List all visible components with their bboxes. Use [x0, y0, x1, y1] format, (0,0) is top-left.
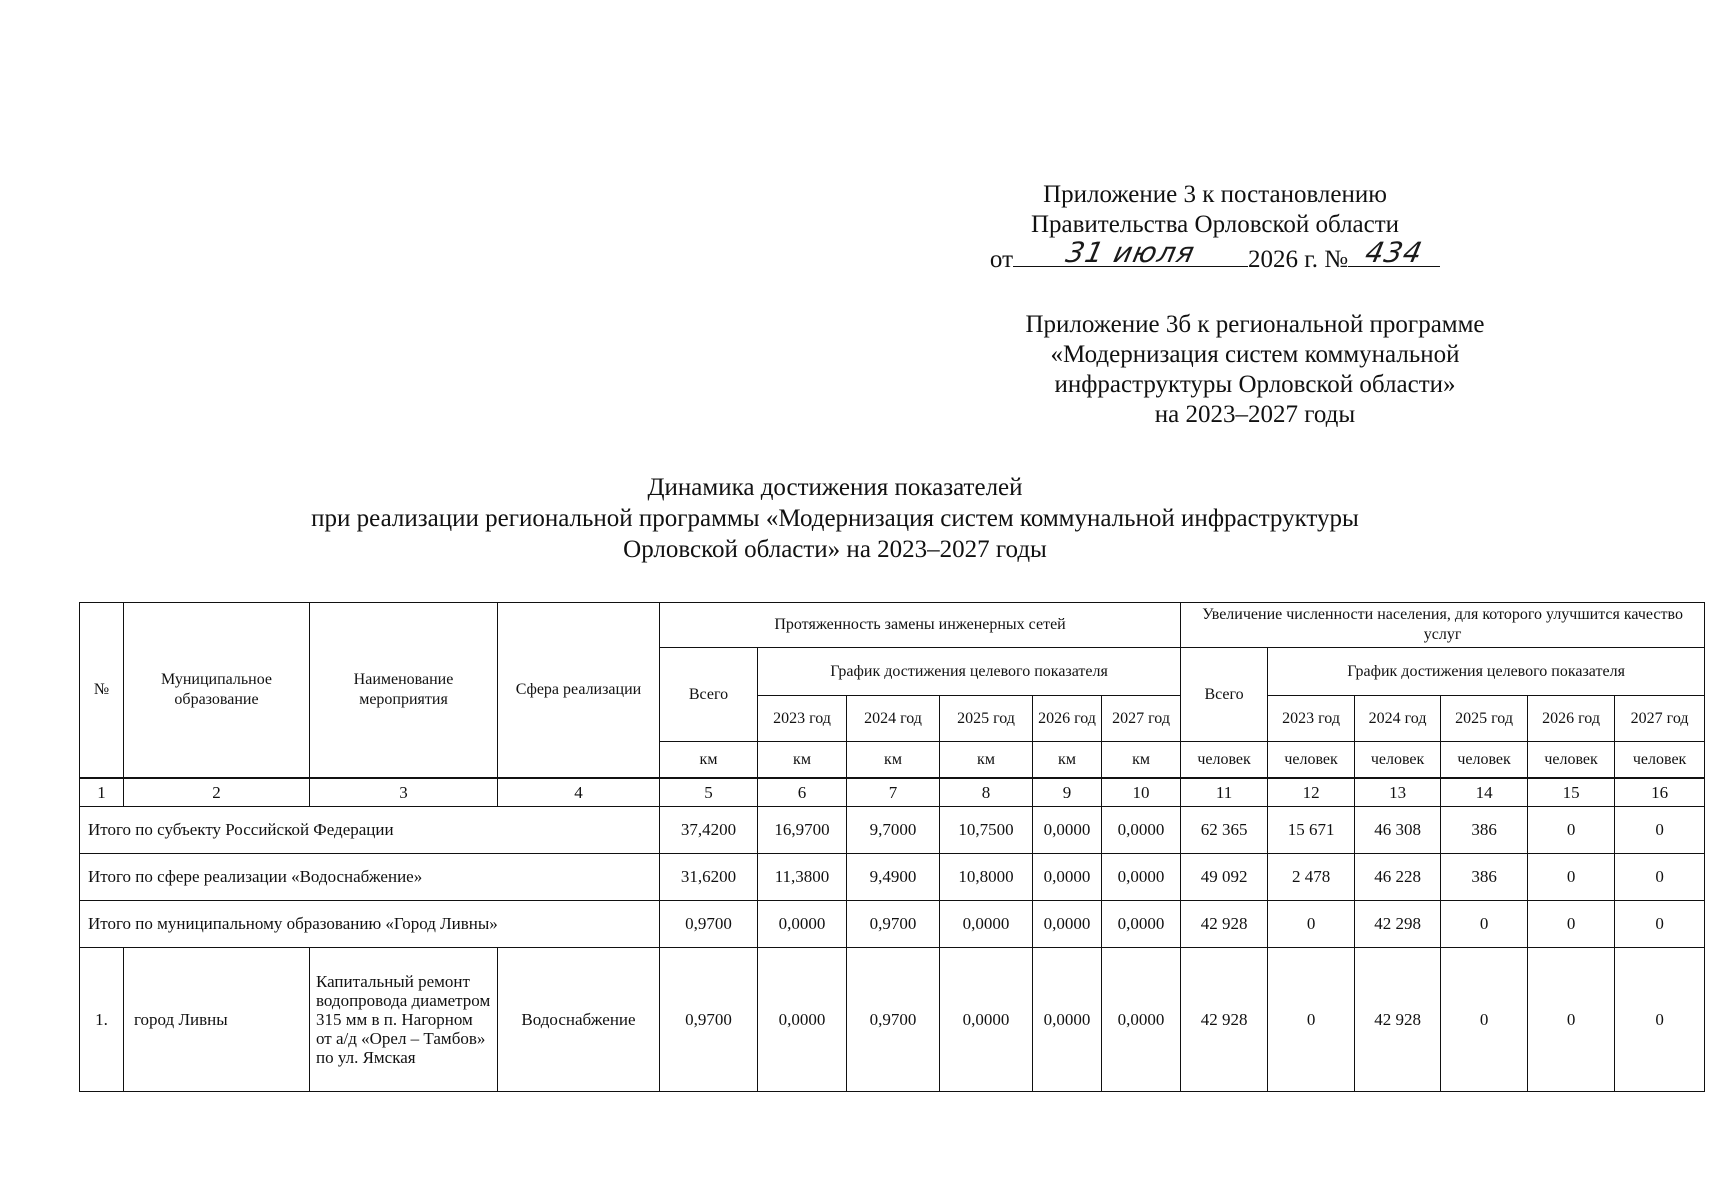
- col-number: 7: [847, 778, 940, 807]
- cell-value: 0,0000: [940, 901, 1033, 948]
- cell-value: 0,0000: [758, 901, 847, 948]
- cell-value: 42 928: [1181, 948, 1268, 1092]
- unit-km: км: [1033, 742, 1102, 779]
- cell-value: 0: [1615, 948, 1705, 1092]
- handwritten-date: 31 июля: [1063, 236, 1199, 269]
- pop-year-2023: 2023 год: [1268, 696, 1355, 742]
- col-number: 4: [498, 778, 660, 807]
- cell-value: 9,4900: [847, 854, 940, 901]
- unit-people: человек: [1181, 742, 1268, 779]
- total-row-sphere: [80, 854, 1705, 901]
- cell-value: 49 092: [1181, 854, 1268, 901]
- cell-value: 0: [1441, 948, 1528, 1092]
- cell-value: 0: [1268, 948, 1355, 1092]
- header-population-group: Увеличение численности населения, для которого улучшится качество услуг: [1181, 603, 1705, 648]
- table-row: [80, 948, 1705, 1092]
- cell-value: 0,0000: [1033, 901, 1102, 948]
- cell-value: 37,4200: [660, 807, 758, 854]
- cell-value: 0,0000: [1033, 948, 1102, 1092]
- annex-3b-line-1: Приложение 3б к региональной программе: [1025, 311, 1485, 338]
- header-length-group: Протяженность замены инженерных сетей: [660, 603, 1181, 648]
- header-population-total: Всего: [1181, 648, 1268, 742]
- annex-3b-header: [975, 310, 1535, 430]
- header-length-schedule: График достижения целевого показателя: [758, 648, 1181, 696]
- unit-km: км: [1102, 742, 1181, 779]
- unit-km: км: [660, 742, 758, 779]
- annex-3-date-line: [985, 236, 1445, 275]
- total-row-label: Итого по муниципальному образованию «Город Ливны»: [80, 901, 660, 948]
- len-year-2024: 2024 год: [847, 696, 940, 742]
- unit-km: км: [940, 742, 1033, 779]
- number-underline: [1348, 236, 1440, 269]
- date-underline: [1013, 236, 1248, 269]
- pop-year-2027: 2027 год: [1615, 696, 1705, 742]
- cell-value: 42 928: [1181, 901, 1268, 948]
- annex-3-header: [985, 180, 1445, 275]
- col-number: 15: [1528, 778, 1615, 807]
- annex-3b-line-3: инфраструктуры Орловской области»: [1054, 371, 1456, 398]
- pop-year-2026: 2026 год: [1528, 696, 1615, 742]
- cell-value: 0,9700: [847, 948, 940, 1092]
- unit-people: человек: [1441, 742, 1528, 779]
- len-year-2023: 2023 год: [758, 696, 847, 742]
- col-number: 13: [1355, 778, 1441, 807]
- cell-value: 31,6200: [660, 854, 758, 901]
- cell-value: 9,7000: [847, 807, 940, 854]
- col-number: 2: [124, 778, 310, 807]
- title-line-3: Орловской области» на 2023–2027 годы: [623, 536, 1047, 563]
- cell-value: 0,0000: [1102, 807, 1181, 854]
- cell-value: 0: [1528, 854, 1615, 901]
- annex-3-line-2: Правительства Орловской области: [1030, 211, 1400, 238]
- unit-people: человек: [1355, 742, 1441, 779]
- title-line-1: Динамика достижения показателей: [647, 474, 1023, 501]
- cell-value: 0: [1615, 901, 1705, 948]
- cell-value: 2 478: [1268, 854, 1355, 901]
- col-number: 6: [758, 778, 847, 807]
- col-number: 8: [940, 778, 1033, 807]
- col-number: 10: [1102, 778, 1181, 807]
- row-num: 1.: [80, 948, 124, 1092]
- header-activity: Наименование мероприятия: [310, 603, 498, 779]
- cell-value: 0,0000: [1102, 901, 1181, 948]
- total-row-label: Итого по субъекту Российской Федерации: [80, 807, 660, 854]
- handwritten-number: 434: [1362, 236, 1426, 269]
- unit-km: км: [758, 742, 847, 779]
- annex-3b-line-2: «Модернизация систем коммунальной: [1050, 341, 1460, 368]
- col-number: 12: [1268, 778, 1355, 807]
- header-num: №: [80, 603, 124, 779]
- unit-people: человек: [1615, 742, 1705, 779]
- col-number: 5: [660, 778, 758, 807]
- cell-value: 0,0000: [758, 948, 847, 1092]
- cell-value: 0: [1441, 901, 1528, 948]
- row-sphere: Водоснабжение: [498, 948, 660, 1092]
- title-line-2: при реализации региональной программы «Модернизация систем коммунальной инфраструктуры: [311, 505, 1359, 532]
- cell-value: 42 298: [1355, 901, 1441, 948]
- cell-value: 0,0000: [1033, 854, 1102, 901]
- cell-value: 386: [1441, 854, 1528, 901]
- pop-year-2024: 2024 год: [1355, 696, 1441, 742]
- cell-value: 62 365: [1181, 807, 1268, 854]
- cell-value: 0: [1528, 948, 1615, 1092]
- cell-value: 0,0000: [1102, 854, 1181, 901]
- col-number: 1: [80, 778, 124, 807]
- cell-value: 16,9700: [758, 807, 847, 854]
- cell-value: 10,7500: [940, 807, 1033, 854]
- year-label: 2026 г. №: [1248, 246, 1349, 273]
- document-title: [180, 472, 1490, 565]
- header-length-total: Всего: [660, 648, 758, 742]
- pop-year-2025: 2025 год: [1441, 696, 1528, 742]
- cell-value: 42 928: [1355, 948, 1441, 1092]
- cell-value: 386: [1441, 807, 1528, 854]
- cell-value: 0,0000: [1033, 807, 1102, 854]
- cell-value: 10,8000: [940, 854, 1033, 901]
- cell-value: 0: [1268, 901, 1355, 948]
- annex-3-line-1: Приложение 3 к постановлению: [1043, 181, 1387, 208]
- annex-3b-line-4: на 2023–2027 годы: [1154, 401, 1356, 428]
- col-number: 14: [1441, 778, 1528, 807]
- total-row-region: [80, 807, 1705, 854]
- cell-value: 46 228: [1355, 854, 1441, 901]
- row-activity: Капитальный ремонт водопровода диаметром 315 мм в п. Нагорном от а/д «Орел – Тамбов» по ул. Ямская: [310, 948, 498, 1092]
- unit-people: человек: [1268, 742, 1355, 779]
- cell-value: 0: [1615, 807, 1705, 854]
- header-row-1: [80, 603, 1705, 648]
- indicators-table: [79, 602, 1705, 1092]
- row-municipality: город Ливны: [124, 948, 310, 1092]
- unit-people: человек: [1528, 742, 1615, 779]
- header-population-schedule: График достижения целевого показателя: [1268, 648, 1705, 696]
- col-number: 9: [1033, 778, 1102, 807]
- cell-value: 0: [1528, 901, 1615, 948]
- date-prefix: от: [989, 246, 1014, 273]
- cell-value: 0: [1528, 807, 1615, 854]
- len-year-2026: 2026 год: [1033, 696, 1102, 742]
- unit-km: км: [847, 742, 940, 779]
- col-number: 16: [1615, 778, 1705, 807]
- total-row-label: Итого по сфере реализации «Водоснабжение»: [80, 854, 660, 901]
- col-number: 3: [310, 778, 498, 807]
- cell-value: 15 671: [1268, 807, 1355, 854]
- header-municipality: Муниципальное образование: [124, 603, 310, 779]
- cell-value: 0,9700: [847, 901, 940, 948]
- header-sphere: Сфера реализации: [498, 603, 660, 779]
- len-year-2025: 2025 год: [940, 696, 1033, 742]
- len-year-2027: 2027 год: [1102, 696, 1181, 742]
- column-numbers-row: [80, 778, 1705, 807]
- cell-value: 0,9700: [660, 948, 758, 1092]
- total-row-municipality: [80, 901, 1705, 948]
- cell-value: 46 308: [1355, 807, 1441, 854]
- cell-value: 0,0000: [1102, 948, 1181, 1092]
- col-number: 11: [1181, 778, 1268, 807]
- cell-value: 11,3800: [758, 854, 847, 901]
- cell-value: 0: [1615, 854, 1705, 901]
- cell-value: 0,9700: [660, 901, 758, 948]
- cell-value: 0,0000: [940, 948, 1033, 1092]
